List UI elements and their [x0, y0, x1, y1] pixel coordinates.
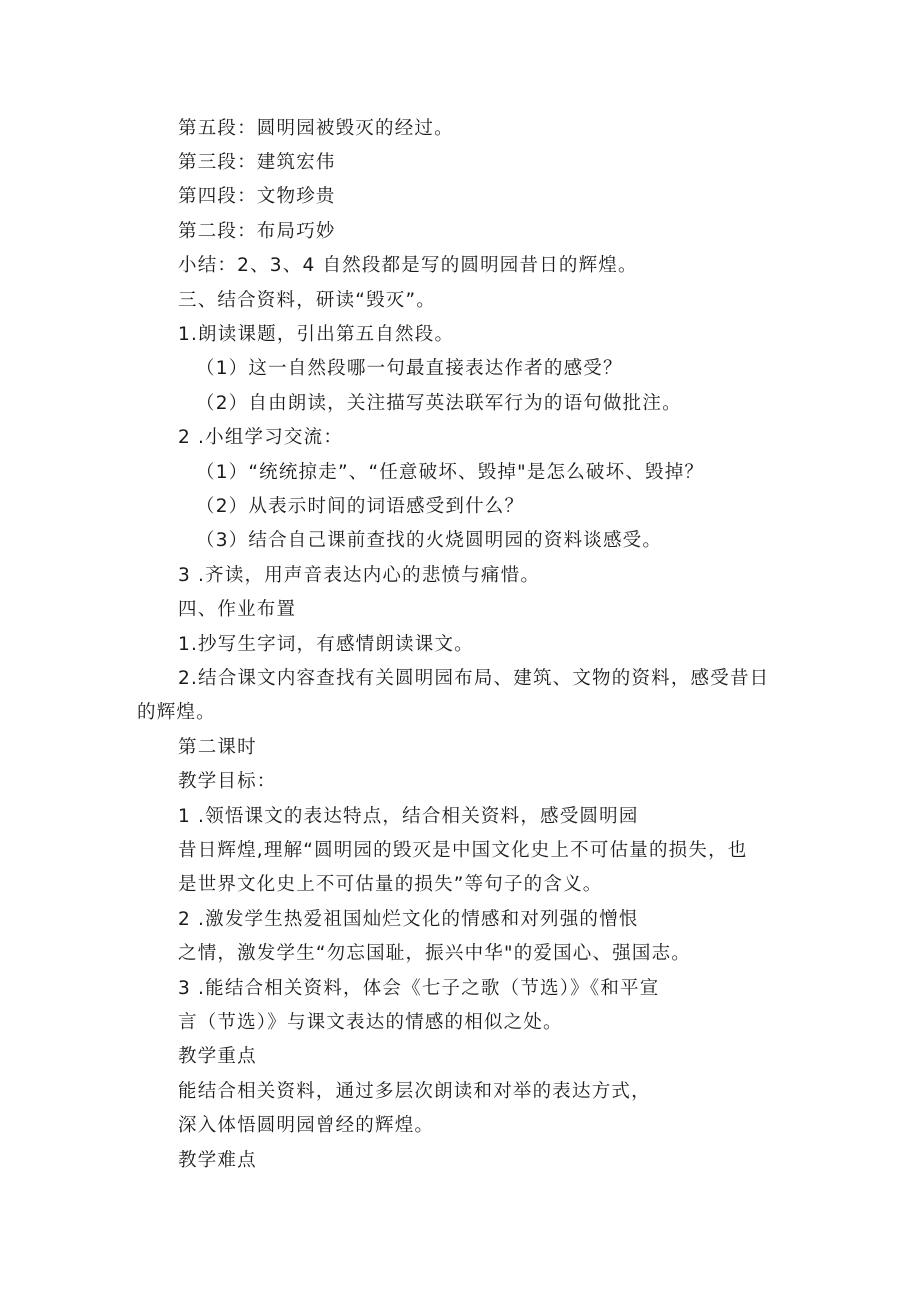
text-line: 1.抄写生字词，有感情朗读课文。: [178, 634, 474, 655]
text-line: 2 .激发学生热爱祖国灿烂文化的情感和对列强的憎恨: [178, 909, 639, 930]
text-line: 第二课时: [178, 737, 257, 758]
text-line: 的辉煌。: [137, 702, 216, 723]
text-line: （1）“统统掠走”、“任意破坏、毁掉"是怎么破坏、毁掉？: [196, 462, 705, 483]
text-line: （2）从表示时间的词语感受到什么？: [196, 496, 525, 517]
text-line: 教学重点: [178, 1046, 257, 1067]
text-line: 言（节选）》与课文表达的情感的相似之处。: [178, 1012, 563, 1033]
text-line: （1）这一自然段哪一句最直接表达作者的感受？: [196, 358, 623, 379]
text-line: 3 .能结合相关资料，体会《七子之歌（节选）》《和平宣: [178, 978, 660, 999]
text-line: 1 .领悟课文的表达特点，结合相关资料，感受圆明园: [178, 806, 639, 827]
text-line: （2）自由朗读，关注描写英法联军行为的语句做批注。: [196, 393, 682, 414]
text-line: 第五段：圆明园被毁灭的经过。: [178, 118, 454, 139]
text-line: （3）结合自己课前查找的火烧圆明园的资料谈感受。: [196, 530, 663, 551]
text-line: 深入体悟圆明园曾经的辉煌。: [178, 1115, 435, 1136]
text-line: 之情，激发学生“勿忘国耻，振兴中华"的爱国心、强国志。: [178, 943, 691, 964]
text-line: 教学难点: [178, 1150, 257, 1171]
text-line: 三、结合资料，研读“毁灭”。: [178, 290, 436, 311]
text-line: 能结合相关资料，通过多层次朗读和对举的表达方式，: [178, 1081, 651, 1102]
text-line: 2.结合课文内容查找有关圆明园布局、建筑、文物的资料，感受昔日: [178, 668, 770, 689]
text-line: 小结：2、3、4 自然段都是写的圆明园昔日的辉煌。: [178, 255, 638, 276]
text-line: 3 .齐读，用声音表达内心的悲愤与痛惜。: [178, 565, 541, 586]
text-line: 教学目标：: [178, 771, 277, 792]
text-line: 第三段：建筑宏伟: [178, 152, 336, 173]
text-line: 四、作业布置: [178, 599, 297, 620]
text-line: 第二段：布局巧妙: [178, 221, 336, 242]
text-line: 是世界文化史上不可估量的损失”等句子的含义。: [178, 874, 603, 895]
text-line: 1.朗读课题，引出第五自然段。: [178, 324, 455, 345]
text-line: 2 .小组学习交流：: [178, 427, 344, 448]
text-line: 第四段：文物珍贵: [178, 186, 336, 207]
text-line: 昔日辉煌,理解“圆明园的毁灭是中国文化史上不可估量的损失，也: [178, 840, 748, 861]
